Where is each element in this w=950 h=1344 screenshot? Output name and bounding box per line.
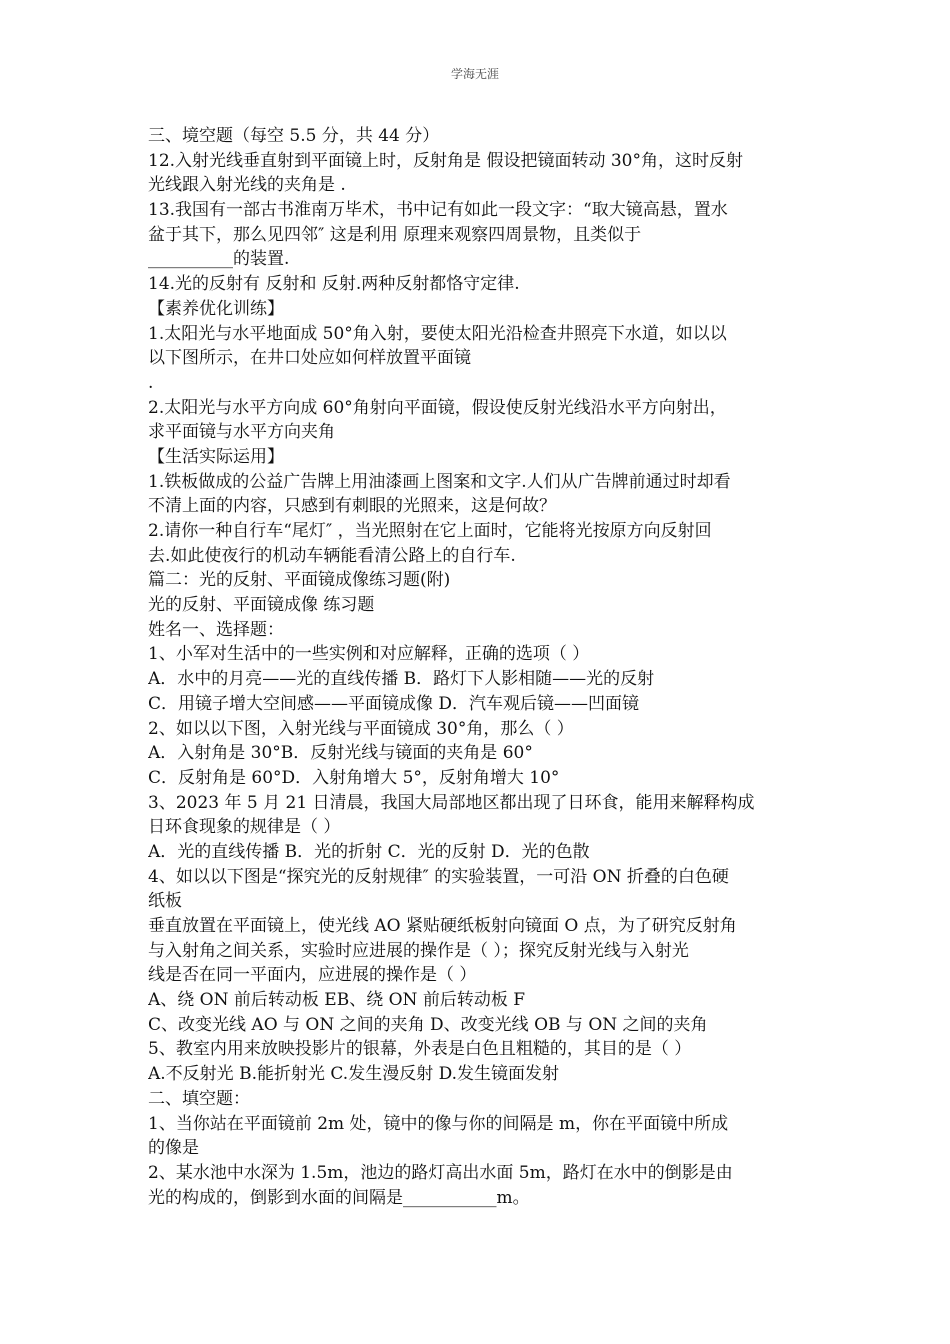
text-line: .: [148, 372, 154, 393]
text-line: 三、境空题（每空 5.5 分，共 44 分）: [148, 126, 440, 146]
text-line: C．反射角是 60°D．入射角增大 5°，反射角增大 10°: [148, 767, 560, 788]
text-line: 线是否在同一平面内，应进展的操作是（ ）: [148, 965, 477, 986]
text-line: 求平面镜与水平方向夹角: [148, 422, 335, 443]
text-line: A.不反射光 B.能折射光 C.发生漫反射 D.发生镜面发射: [148, 1064, 560, 1085]
text-line: A．水中的月亮——光的直线传播 B．路灯下人影相随——光的反射: [148, 669, 655, 690]
text-line: 不清上面的内容，只感到有刺眼的光照来，这是何故？: [148, 496, 556, 517]
text-line: 与入射角之间关系，实验时应进展的操作是（ ）；探究反射光线与入射光: [148, 940, 689, 961]
text-line: 日环食现象的规律是（ ）: [148, 817, 341, 838]
text-line: A．光的直线传播 B．光的折射 C．光的反射 D．光的色散: [148, 841, 590, 862]
text-line: 12.入射光线垂直射到平面镜上时，反射角是 假设把镜面转动 30°角，这时反射: [148, 150, 743, 171]
text-line: 2.请你一种自行车“尾灯″ ，当光照射在它上面时，它能将光按原方向反射回: [148, 521, 712, 541]
text-line: 2、某水池中水深为 1.5m，池边的路灯高出水面 5m，路灯在水中的倒影是由: [148, 1162, 733, 1183]
text-line: 1、小军对生活中的一些实例和对应解释，正确的选项（ ）: [148, 644, 590, 665]
text-line: 垂直放置在平面镜上，使光线 AO 紧贴硬纸板射向镜面 O 点，为了研究反射角: [148, 916, 737, 936]
text-line: 光线跟入射光线的夹角是 .: [148, 175, 346, 196]
document-body: [148, 124, 810, 1210]
text-line: 14.光的反射有 反射和 反射.两种反射都恪守定律.: [148, 274, 520, 295]
text-line: C、改变光线 AO 与 ON 之间的夹角 D、改变光线 OB 与 ON 之间的夹角: [148, 1014, 708, 1035]
text-line: 姓名一、选择题：: [148, 619, 284, 640]
text-line: 1.太阳光与水平地面成 50°角入射，要使太阳光沿检查井照亮下水道，如以以: [148, 323, 727, 344]
text-line: 光的反射、平面镜成像 练习题: [148, 595, 375, 616]
text-line: 5、教室内用来放映投影片的银幕，外表是白色且粗糙的，其目的是（ ）: [148, 1039, 692, 1060]
text-line: 13.我国有一部古书淮南万毕术，书中记有如此一段文字：“取大镜高悬，置水: [148, 200, 728, 221]
text-line: 以下图所示，在井口处应如何样放置平面镜: [148, 348, 471, 369]
text-line: 去.如此使夜行的机动车辆能看清公路上的自行车.: [148, 545, 516, 566]
text-line: 3、2023 年 5 月 21 日清晨，我国大局部地区都出现了日环食，能用来解释构成: [148, 792, 755, 813]
text-line: __________的装置.: [148, 249, 290, 270]
page-header: 学海无涯: [450, 67, 499, 81]
text-line: 的像是: [148, 1138, 199, 1159]
text-line: 【素养优化训练】: [148, 298, 284, 319]
text-line: A、绕 ON 前后转动板 EB、绕 ON 前后转动板 F: [148, 990, 526, 1011]
text-line: 篇二：光的反射、平面镜成像练习题(附): [148, 570, 451, 591]
text-line: 纸板: [148, 891, 182, 912]
text-line: 2、如以以下图，入射光线与平面镜成 30°角，那么（ ）: [148, 718, 574, 739]
text-line: C．用镜子增大空间感——平面镜成像 D．汽车观后镜——凹面镜: [148, 693, 640, 714]
text-line: 二、填空题：: [148, 1088, 250, 1109]
text-line: 【生活实际运用】: [148, 446, 284, 467]
text-line: 光的构成的，倒影到水面的间隔是___________m。: [148, 1187, 530, 1208]
text-line: 1、当你站在平面镜前 2m 处，镜中的像与你的间隔是 m，你在平面镜中所成: [148, 1113, 729, 1134]
text-line: 盆于其下，那么见四邻″ 这是利用 原理来观察四周景物，且类似于: [148, 224, 642, 245]
text-line: 4、如以以下图是“探究光的反射规律″ 的实验装置，一可沿 ON 折叠的白色硬: [148, 866, 729, 887]
text-line: 1.铁板做成的公益广告牌上用油漆画上图案和文字.人们从广告牌前通过时却看: [148, 471, 731, 492]
text-line: 2.太阳光与水平方向成 60°角射向平面镜，假设使反射光线沿水平方向射出，: [148, 397, 727, 418]
text-line: A．入射角是 30°B．反射光线与镜面的夹角是 60°: [148, 743, 533, 764]
